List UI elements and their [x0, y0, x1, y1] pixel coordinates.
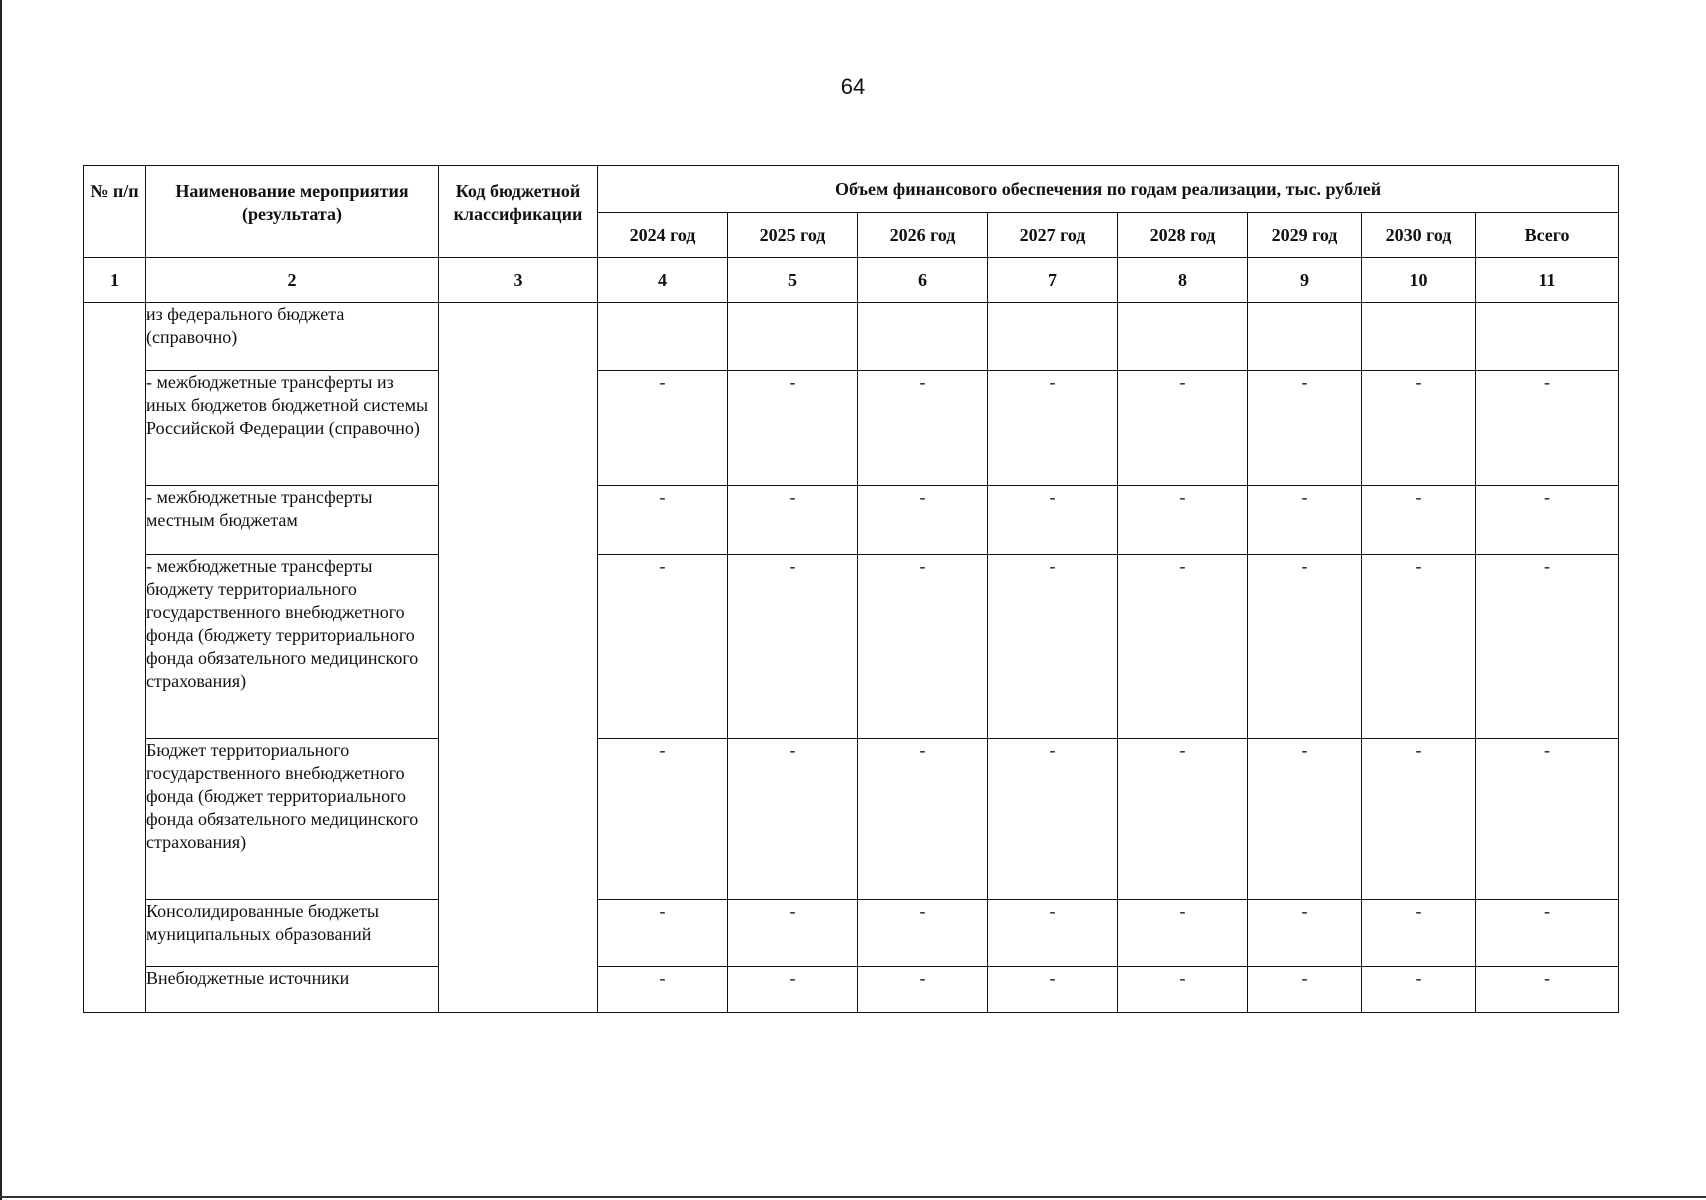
table-row: [84, 486, 1619, 555]
header-year: 2030 год: [1362, 213, 1476, 258]
value-cell: -: [1248, 967, 1362, 1013]
row-name: из федерального бюджета (справочно): [146, 303, 439, 371]
value-cell: -: [1476, 900, 1619, 967]
value-cell: -: [1118, 900, 1248, 967]
column-number: 10: [1362, 258, 1476, 303]
value-cell: -: [728, 555, 858, 739]
row-name: Консолидированные бюджеты муниципальных образований: [146, 900, 439, 967]
value-cell: -: [598, 900, 728, 967]
value-cell: -: [1248, 486, 1362, 555]
table-row: [84, 900, 1619, 967]
value-cell: -: [858, 555, 988, 739]
value-cell: [988, 303, 1118, 371]
row-name: - межбюджетные трансферты из иных бюджетов бюджетной системы Российской Федерации (справочно): [146, 371, 439, 486]
row-name: Бюджет территориального государственного внебюджетного фонда (бюджет территориального фонда обязательного медицинского страхования): [146, 739, 439, 900]
column-number: 6: [858, 258, 988, 303]
row-name: - межбюджетные трансферты бюджету территориального государственного внебюджетного фонда (бюджету территориального фонда обязательного медицинского страхования): [146, 555, 439, 739]
value-cell: -: [1476, 371, 1619, 486]
value-cell: [1118, 303, 1248, 371]
column-number-row: [84, 258, 1619, 303]
value-cell: -: [1362, 967, 1476, 1013]
value-cell: [1476, 303, 1619, 371]
value-cell: -: [598, 739, 728, 900]
value-cell: -: [858, 486, 988, 555]
column-number: 2: [146, 258, 439, 303]
column-number: 11: [1476, 258, 1619, 303]
value-cell: -: [1362, 900, 1476, 967]
value-cell: -: [1118, 486, 1248, 555]
value-cell: -: [988, 900, 1118, 967]
header-row-top: [84, 166, 1619, 213]
value-cell: -: [1248, 739, 1362, 900]
column-number: 7: [988, 258, 1118, 303]
value-cell: -: [988, 739, 1118, 900]
value-cell: -: [1362, 486, 1476, 555]
value-cell: -: [728, 900, 858, 967]
table-row: [84, 303, 1619, 371]
value-cell: -: [728, 967, 858, 1013]
value-cell: -: [858, 900, 988, 967]
value-cell: -: [598, 967, 728, 1013]
header-year: 2025 год: [728, 213, 858, 258]
header-year: 2027 год: [988, 213, 1118, 258]
column-number: 9: [1248, 258, 1362, 303]
page-number: 64: [840, 74, 866, 99]
value-cell: -: [1476, 967, 1619, 1013]
header-name: Наименование мероприятия (результата): [146, 166, 439, 258]
value-cell: -: [1476, 555, 1619, 739]
value-cell: -: [598, 486, 728, 555]
value-cell: -: [1248, 555, 1362, 739]
value-cell: -: [1362, 555, 1476, 739]
table-row: [84, 739, 1619, 900]
column-number: 8: [1118, 258, 1248, 303]
header-code: Код бюджетной классификации: [439, 166, 598, 258]
value-cell: -: [858, 371, 988, 486]
table-row: [84, 555, 1619, 739]
header-year: 2029 год: [1248, 213, 1362, 258]
value-cell: -: [1248, 900, 1362, 967]
value-cell: -: [728, 486, 858, 555]
header-volume: Объем финансового обеспечения по годам реализации, тыс. рублей: [598, 166, 1619, 213]
value-cell: [728, 303, 858, 371]
value-cell: -: [1362, 371, 1476, 486]
financing-table: [83, 165, 1619, 1013]
value-cell: -: [1476, 486, 1619, 555]
column-number: 1: [84, 258, 146, 303]
scan-left-edge: [0, 0, 2, 1200]
value-cell: -: [988, 555, 1118, 739]
value-cell: [858, 303, 988, 371]
header-num: № п/п: [84, 166, 146, 258]
value-cell: -: [1362, 739, 1476, 900]
row-name: Внебюджетные источники: [146, 967, 439, 1013]
table-row: [84, 371, 1619, 486]
value-cell: -: [1118, 739, 1248, 900]
scan-bottom-edge: [0, 1196, 1706, 1198]
value-cell: -: [858, 739, 988, 900]
header-year: 2028 год: [1118, 213, 1248, 258]
code-cell: [439, 303, 598, 1013]
table-row: [84, 967, 1619, 1013]
value-cell: -: [1118, 967, 1248, 1013]
column-number: 5: [728, 258, 858, 303]
value-cell: [1362, 303, 1476, 371]
value-cell: [598, 303, 728, 371]
value-cell: -: [988, 967, 1118, 1013]
value-cell: -: [1118, 371, 1248, 486]
value-cell: -: [858, 967, 988, 1013]
value-cell: -: [1476, 739, 1619, 900]
value-cell: -: [988, 371, 1118, 486]
value-cell: [1248, 303, 1362, 371]
column-number: 3: [439, 258, 598, 303]
header-year: 2024 год: [598, 213, 728, 258]
value-cell: -: [598, 371, 728, 486]
row-name: - межбюджетные трансферты местным бюджетам: [146, 486, 439, 555]
column-number: 4: [598, 258, 728, 303]
header-year: 2026 год: [858, 213, 988, 258]
value-cell: -: [988, 486, 1118, 555]
num-cell: [84, 303, 146, 1013]
header-total: Всего: [1476, 213, 1619, 258]
value-cell: -: [1118, 555, 1248, 739]
value-cell: -: [728, 371, 858, 486]
value-cell: -: [1248, 371, 1362, 486]
value-cell: -: [728, 739, 858, 900]
value-cell: -: [598, 555, 728, 739]
